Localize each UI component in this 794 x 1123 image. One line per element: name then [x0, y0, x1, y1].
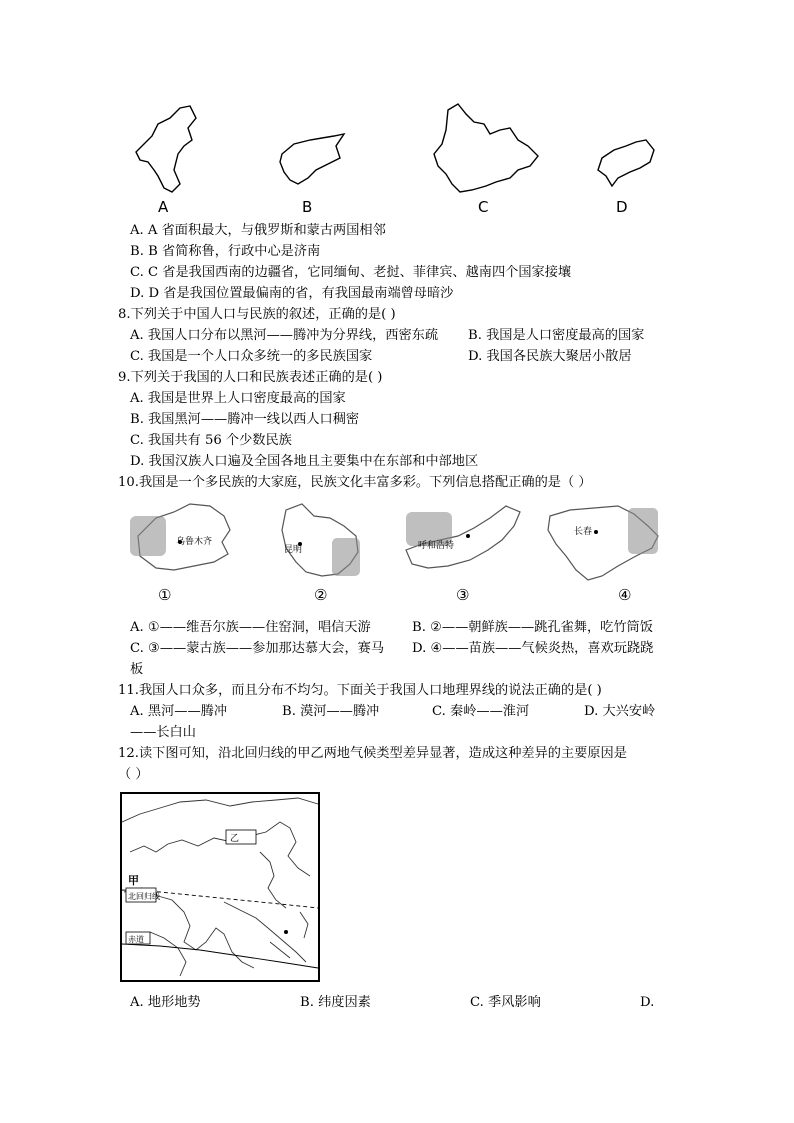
q10-option-d-continued: 板	[130, 662, 144, 677]
q10-option-b: B. ②——朝鲜族——跳孔雀舞，吃竹筒饭	[412, 620, 653, 635]
q7-option-d: D. D 省是我国位置最偏南的省，有我国最南端曾母暗沙	[130, 286, 454, 301]
province-label-b: B	[302, 198, 313, 216]
province-c-outline	[434, 104, 538, 192]
q10-stem: 10.我国是一个多民族的大家庭，民族文化丰富多彩。下列信息搭配正确的是（ ）	[118, 475, 592, 490]
province-label-a: A	[158, 198, 169, 216]
province-label-d: D	[616, 198, 628, 216]
q9-option-c: C. 我国共有 56 个少数民族	[130, 433, 292, 448]
map-label-tropic: 北回归线	[128, 892, 160, 901]
figure-1-illustration	[130, 516, 166, 556]
q11-option-d-continued: ——长白山	[130, 725, 196, 740]
figure-2-illustration	[332, 538, 360, 576]
q10-option-c: C. ③——蒙古族——参加那达慕大会，赛马	[130, 641, 385, 656]
q7-option-c: C. C 省是我国西南的边疆省，它同缅甸、老挝、菲律宾、越南四个国家接壤	[130, 265, 572, 280]
q9-option-a: A. 我国是世界上人口密度最高的国家	[130, 391, 346, 406]
province-d-outline	[598, 140, 654, 186]
map-1-number: ①	[158, 586, 172, 604]
q7-option-b: B. B 省简称鲁，行政中心是济南	[130, 244, 321, 259]
q11-option-a: A. 黑河——腾冲	[130, 704, 228, 719]
province-outlines-figure	[118, 100, 664, 218]
q8-option-b: B. 我国是人口密度最高的国家	[468, 328, 645, 343]
map-label-jia: 甲	[128, 874, 139, 887]
figure-4-illustration	[628, 508, 658, 554]
q9-stem: 9.下列关于我国的人口和民族表述正确的是( )	[118, 370, 383, 385]
q12-paren: （ ）	[118, 767, 149, 782]
q10-option-a: A. ①——维吾尔族——住窑洞，唱信天游	[130, 620, 371, 635]
q8-option-a: A. 我国人口分布以黑河——腾冲为分界线，西密东疏	[130, 328, 439, 343]
q12-stem: 12.读下图可知，沿北回归线的甲乙两地气候类型差异显著，造成这种差异的主要原因是	[118, 746, 627, 761]
q11-option-c: C. 秦岭——淮河	[432, 704, 530, 719]
q9-option-d: D. 我国汉族人口遍及全国各地且主要集中在东部和中部地区	[130, 454, 479, 469]
q7-option-a: A. A 省面积最大，与俄罗斯和蒙古两国相邻	[130, 223, 386, 238]
asia-map-figure	[120, 792, 320, 982]
q8-option-c: C. 我国是一个人口众多统一的多民族国家	[130, 349, 373, 364]
province-a-outline	[136, 106, 196, 192]
province-label-c: C	[478, 198, 489, 216]
map-3-city: 呼和浩特	[418, 541, 455, 551]
q12-option-c: C. 季风影响	[470, 995, 541, 1010]
map-1-city: 乌鲁木齐	[176, 537, 213, 547]
q12-option-b: B. 纬度因素	[300, 995, 371, 1010]
q9-option-b: B. 我国黑河——腾冲一线以西人口稠密	[130, 412, 360, 427]
q11-stem: 11.我国人口众多，而且分布不均匀。下面关于我国人口地理界线的说法正确的是( )	[118, 683, 602, 698]
q10-option-d: D. ④——苗族——气候炎热，喜欢玩跷跷	[412, 641, 654, 656]
q11-option-d: D. 大兴安岭	[584, 704, 656, 719]
map-label-yi: 乙	[230, 834, 240, 844]
q8-stem: 8.下列关于中国人口与民族的叙述，正确的是( )	[118, 307, 396, 322]
q12-option-a: A. 地形地势	[130, 995, 201, 1010]
map-2-number: ②	[314, 586, 328, 604]
ethnic-maps-figure	[118, 496, 678, 606]
q8-option-d: D. 我国各民族大聚居小散居	[468, 349, 632, 364]
map-4-city: 长春	[574, 527, 593, 537]
map-2-city: 昆明	[284, 545, 303, 555]
map-3-number: ③	[456, 586, 470, 604]
map-4-number: ④	[618, 586, 632, 604]
province-b-outline	[280, 134, 344, 184]
q12-option-d: D.	[640, 995, 655, 1010]
map-label-equator: 赤道	[128, 935, 144, 944]
q11-option-b: B. 漠河——腾冲	[282, 704, 380, 719]
